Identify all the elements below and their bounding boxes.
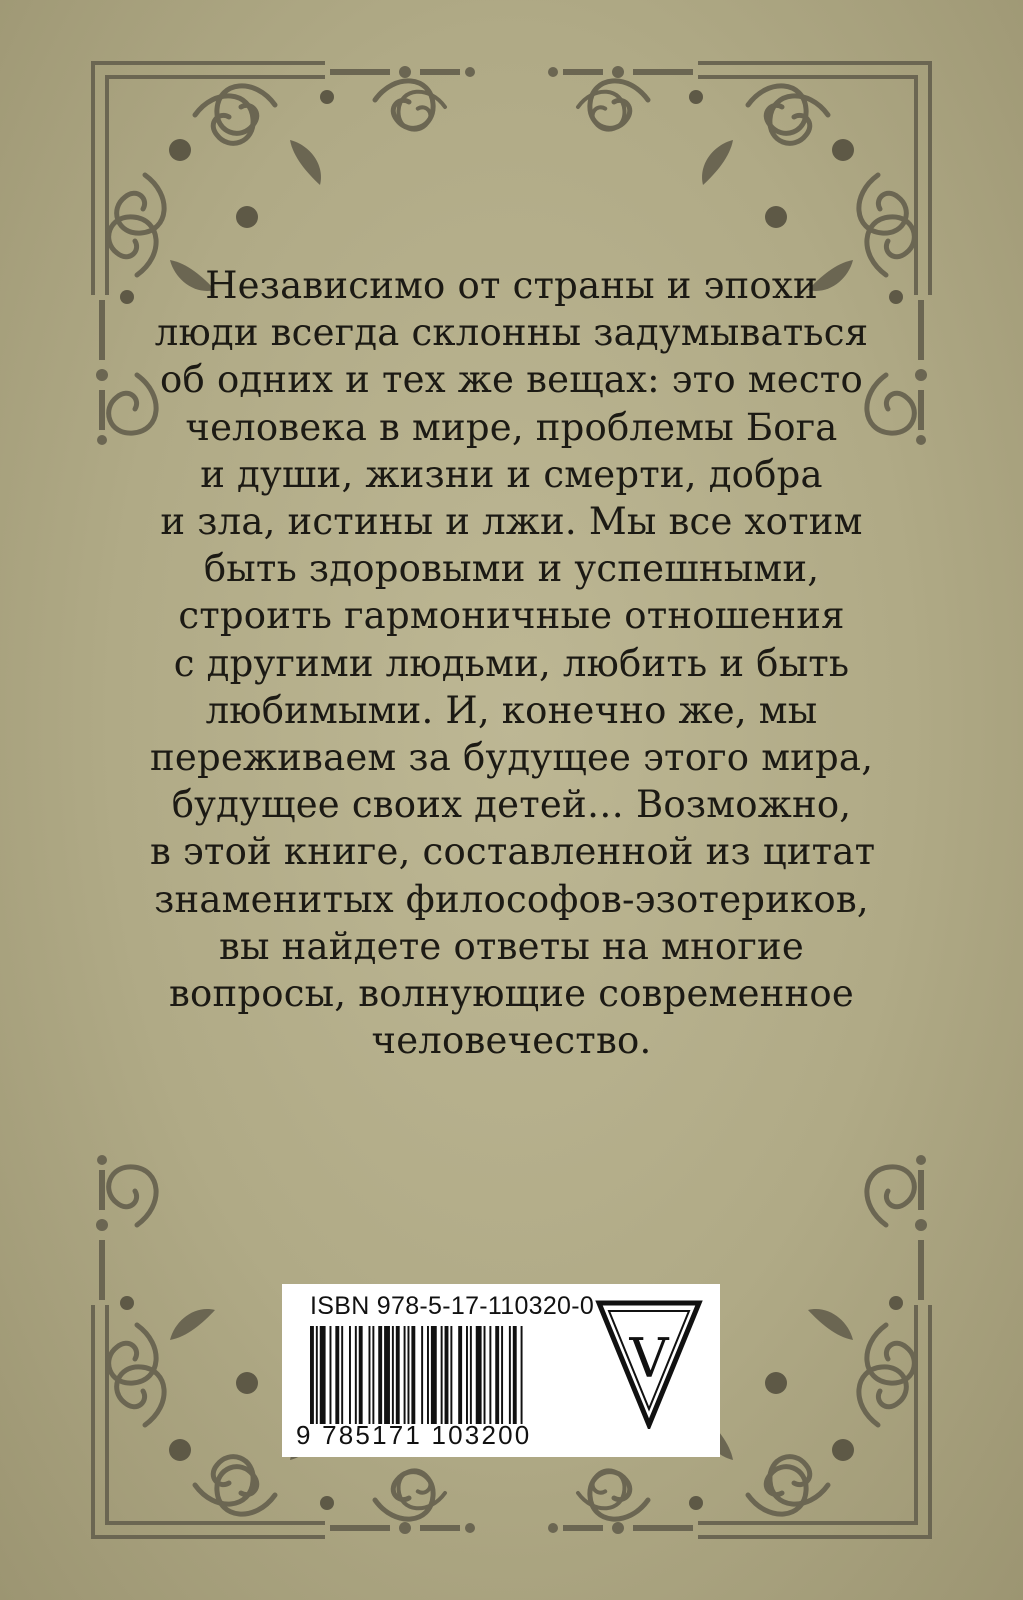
barcode-bar xyxy=(470,1326,472,1424)
barcode-digits: 9 785171 103200 xyxy=(296,1420,532,1450)
barcode-bar xyxy=(458,1326,462,1424)
barcode-bar xyxy=(495,1326,499,1424)
barcode-bar xyxy=(450,1326,452,1424)
barcode-bar xyxy=(384,1326,390,1424)
barcode-bar xyxy=(335,1326,339,1424)
barcode-bar xyxy=(408,1326,410,1424)
barcode-bars xyxy=(310,1326,572,1424)
barcode-bar xyxy=(392,1326,394,1424)
barcode-bar xyxy=(509,1326,511,1424)
blurb-line: в этой книге, составленной из цитат xyxy=(150,830,876,874)
barcode-bar xyxy=(349,1326,351,1424)
barcode-bar xyxy=(489,1326,491,1424)
barcode-bar xyxy=(378,1326,382,1424)
barcode-bar xyxy=(484,1326,486,1424)
barcode-bar xyxy=(316,1326,318,1424)
blurb-line: будущее своих детей… Возможно, xyxy=(171,783,852,827)
blurb-line: и зла, истины и лжи. Мы все хотим xyxy=(160,500,863,544)
barcode-bar xyxy=(359,1326,363,1424)
blurb-line: быть здоровыми и успешными, xyxy=(203,547,820,591)
blurb-line: любимыми. И, конечно же, мы xyxy=(205,688,818,732)
barcode-bar xyxy=(355,1326,357,1424)
barcode-bar xyxy=(411,1326,415,1424)
barcode-bar xyxy=(427,1326,429,1424)
barcode-bar xyxy=(501,1326,503,1424)
publisher-logo-icon xyxy=(595,1299,703,1429)
barcode-bar xyxy=(330,1326,332,1424)
blurb-line: люди всегда склонны задумываться xyxy=(154,311,869,355)
blurb-line: человека в мире, проблемы Бога xyxy=(185,405,838,449)
barcode-bar xyxy=(341,1326,343,1424)
blurb-line: переживаем за будущее этого мира, xyxy=(150,736,874,780)
isbn-label: ISBN 978-5-17-110320-0 xyxy=(310,1292,595,1320)
blurb-line: строить гармоничные отношения xyxy=(178,594,845,638)
barcode-bar xyxy=(441,1326,443,1424)
blurb-line: человечество. xyxy=(371,1019,652,1063)
barcode-bar xyxy=(445,1326,449,1424)
blurb-line: об одних и тех же вещах: это место xyxy=(160,358,863,402)
barcode-bar xyxy=(476,1326,482,1424)
blurb-line: с другими людьми, любить и быть xyxy=(173,641,850,685)
isbn-barcode-panel xyxy=(282,1284,720,1457)
barcode-bar xyxy=(404,1326,406,1424)
barcode-bar xyxy=(369,1326,371,1424)
back-cover-blurb xyxy=(150,262,876,1064)
barcode-bar xyxy=(431,1326,437,1424)
barcode-bar xyxy=(521,1326,523,1424)
blurb-line: вы найдете ответы на многие xyxy=(219,924,804,968)
barcode-bar xyxy=(421,1326,423,1424)
barcode-bar xyxy=(372,1326,374,1424)
barcode-bar xyxy=(310,1326,314,1424)
barcode-bar xyxy=(320,1326,326,1424)
blurb-line: Независимо от страны и эпохи xyxy=(205,264,818,307)
blurb-line: и души, жизни и смерти, добра xyxy=(200,452,823,496)
barcode-bar xyxy=(396,1326,400,1424)
blurb-line: вопросы, волнующие современное xyxy=(169,972,854,1016)
publisher-logo-letter: V xyxy=(629,1327,669,1390)
blurb-line: знаменитых философов-эзотериков, xyxy=(154,877,869,921)
barcode-bar xyxy=(513,1326,517,1424)
barcode-bar xyxy=(466,1326,468,1424)
